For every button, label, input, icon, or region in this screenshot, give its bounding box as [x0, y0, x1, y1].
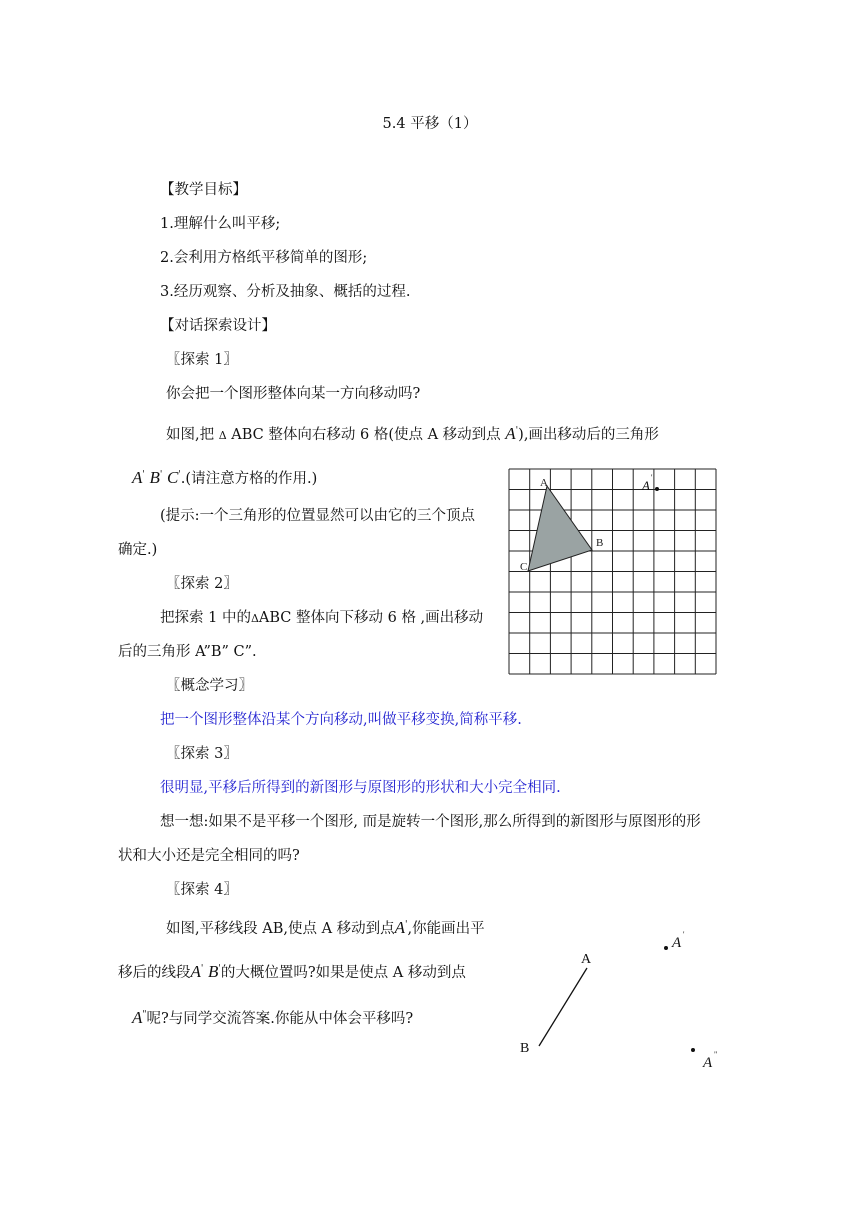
- explore1-hint: 确定.): [118, 542, 158, 558]
- triangle-abc: [528, 486, 592, 571]
- concept-text: 把一个图形整体沿某个方向移动,叫做平移变换,简称平移.: [160, 712, 522, 728]
- label-A-prime: A: [672, 935, 682, 951]
- explore1-question: 你会把一个图形整体向某一方向移动吗?: [166, 386, 421, 402]
- goal-item: 2.会利用方格纸平移简单的图形;: [160, 250, 368, 266]
- label-C: C: [520, 561, 528, 573]
- explore1-hint: (提示:一个三角形的位置显然可以由它的三个顶点: [160, 508, 476, 524]
- explore4-line3: A"呢?与同学交流答案.你能从中体会平移吗?: [132, 1008, 414, 1027]
- point-A-prime: [664, 946, 668, 950]
- segment-ab: [539, 968, 587, 1046]
- explore4-line2: 移后的线段A' B'的大概位置吗?如果是使点 A 移动到点: [118, 962, 466, 981]
- goals-heading: 【教学目标】: [160, 182, 247, 198]
- point-A-prime: [655, 487, 659, 491]
- label-A-double-prime: A: [703, 1055, 713, 1071]
- goal-item: 3.经历观察、分析及抽象、概括的过程.: [160, 284, 411, 300]
- label-B: B: [596, 537, 604, 549]
- explore2-label: 〖探索 2〗: [166, 576, 238, 592]
- explore3-think: 状和大小还是完全相同的吗?: [118, 848, 300, 864]
- grid-figure: [508, 468, 720, 676]
- explore1-line1: 如图,把 Δ ABC 整体向右移动 6 格(使点 A 移动到点 A'),画出移动后的三角形: [166, 424, 659, 443]
- prime-mark: ': [651, 473, 653, 482]
- explore3-think: 想一想:如果不是平移一个图形, 而是旋转一个图形,那么所得到的新图形与原图形的形: [160, 814, 701, 830]
- grid-lines: [509, 469, 716, 674]
- point-A-double-prime: [691, 1048, 695, 1052]
- segment-figure: [510, 925, 740, 1075]
- explore4-label: 〖探索 4〗: [166, 882, 238, 898]
- goal-item: 1.理解什么叫平移;: [160, 216, 281, 232]
- label-A-prime: A: [642, 478, 650, 493]
- label-A: A: [581, 952, 592, 967]
- explore3-label: 〖探索 3〗: [166, 746, 238, 762]
- double-prime-mark: ": [714, 1050, 718, 1059]
- explore2-line2: 后的三角形 A”B” C”.: [118, 644, 257, 660]
- explore1-line2: A' B' C'.(请注意方格的作用.): [132, 468, 318, 487]
- explore1-label: 〖探索 1〗: [166, 352, 238, 368]
- explore2-line1: 把探索 1 中的ΔABC 整体向下移动 6 格 ,画出移动: [160, 610, 484, 626]
- explore3-blue-text: 很明显,平移后所得到的新图形与原图形的形状和大小完全相同.: [160, 780, 561, 796]
- label-A: A: [540, 477, 548, 489]
- explore4-line1: 如图,平移线段 AB,使点 A 移动到点A',你能画出平: [166, 918, 485, 937]
- page-title: 5.4 平移（1）: [382, 116, 478, 132]
- prime-mark: ': [683, 930, 685, 939]
- dialog-heading: 【对话探索设计】: [160, 318, 276, 334]
- concept-label: 〖概念学习〗: [166, 678, 253, 694]
- label-B: B: [520, 1041, 530, 1056]
